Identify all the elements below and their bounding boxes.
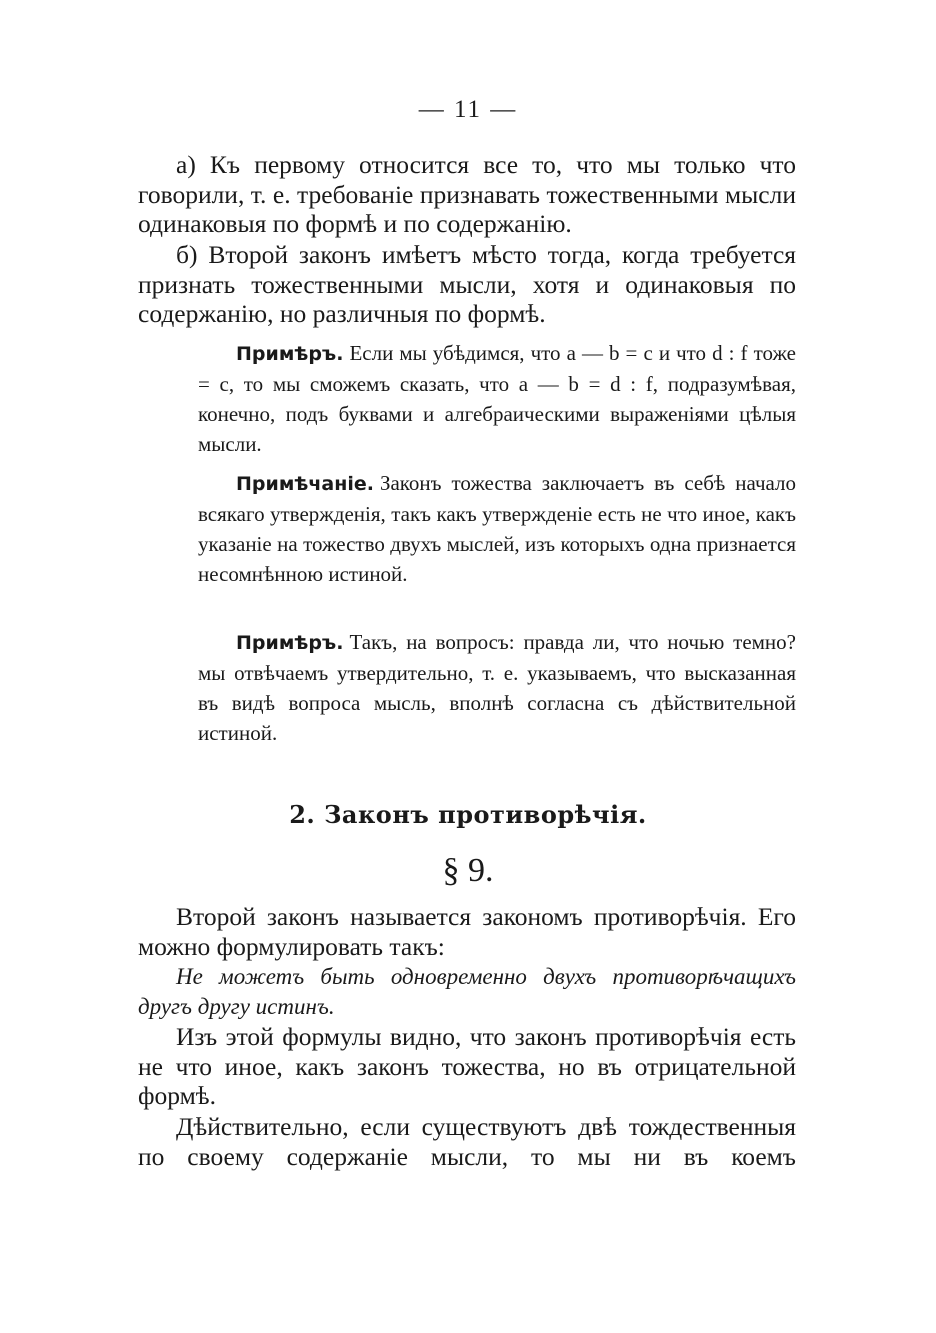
example-2 — [198, 627, 796, 748]
paragraph-b: б) Второй законъ имѣетъ мѣсто тогда, когда требуется признать тожественными мысли, хотя и одинаковыя по содержанію, но различныя по формѣ. — [138, 240, 796, 328]
formula: Не можетъ быть одновременно двухъ противорѣчащихъ другъ другу истинъ. — [138, 964, 796, 1019]
note-text: Законъ тожества заключаетъ въ себѣ начало всякаго утвержденія, такъ какъ утвержденіе есть не что иное, какъ указаніе на тожество двухъ мыслей, изъ которыхъ одна признается несомнѣнною истиной. — [198, 471, 796, 586]
example-1-label: Примѣръ. — [236, 343, 344, 365]
paragraph-e: Дѣйствительно, если существуютъ двѣ тождественныя по своему содержаніе мысли, то мы ни въ коемъ — [138, 1112, 796, 1171]
paragraph-a: а) Къ первому относится все то, что мы только что говорили, т. е. требованіе признавать тожественными мысли одинаковыя по формѣ и по содержанію. — [138, 150, 796, 238]
page-number: — 11 — — [418, 96, 518, 123]
example-2-text: Такъ, на вопросъ: правда ли, что ночью темно? мы отвѣчаемъ утвердительно, т. е. указываемъ, что высказанная въ видѣ вопроса мысль, вполнѣ согласна съ дѣйствительной истиной. — [198, 630, 796, 745]
note — [198, 468, 796, 589]
example-1 — [198, 338, 796, 459]
paragraph-d: Изъ этой формулы видно, что законъ противорѣчія есть не что иное, какъ законъ тожества, но въ отрицательной формѣ. — [138, 1022, 796, 1110]
example-2-label: Примѣръ. — [236, 632, 344, 654]
section-number: § 9. — [442, 852, 494, 889]
example-1-text: Если мы убѣдимся, что a — b = c и что d : f тоже = c, то мы сможемъ сказать, что a — b = d : f, подразумѣвая, конечно, подъ буквами и алгебраическими выраженіями цѣлыя мысли. — [198, 341, 796, 456]
paragraph-c: Второй законъ называется закономъ противорѣчія. Его можно формулировать такъ: — [138, 902, 796, 961]
note-label: Примѣчаніе. — [236, 473, 374, 495]
section-heading: 2. Законъ противорѣчія. — [289, 800, 647, 829]
